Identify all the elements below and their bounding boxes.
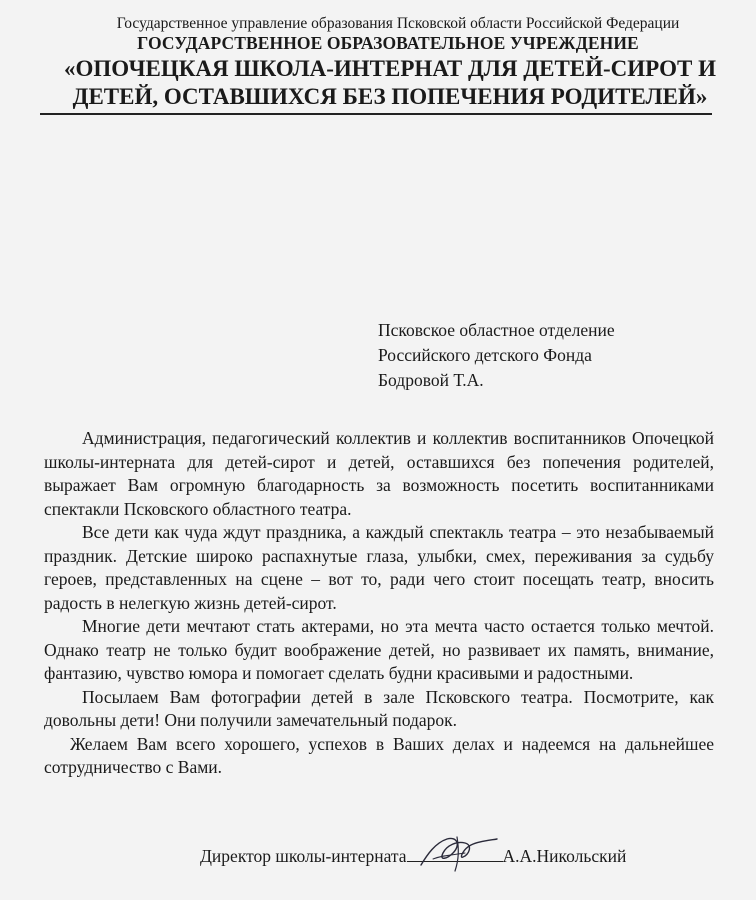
signature-line [407, 845, 503, 862]
signatory-name: А.А.Никольский [502, 846, 627, 866]
letterhead-institution-name [24, 55, 756, 111]
recipient-block [378, 318, 615, 393]
letterhead-organization: Государственное управление образования Псковской области Российской Федерации [116, 15, 680, 32]
signature-block [200, 845, 626, 867]
letterhead-divider [40, 113, 712, 115]
letter-body [44, 427, 714, 780]
body-paragraph-5: Желаем Вам всего хорошего, успехов в Ваших делах и надеемся на дальнейшее сотрудничество с Вами. [44, 733, 714, 777]
body-paragraph-2: Все дети как чуда ждут праздника, а каждый спектакль театра – это незабываемый праздник. Детские широко распахнутые глаза, улыбки, смех, переживания за судьбу героев, представленных на сцене – вот то, ради чего стоит посещать театр, вносить радость в нелегкую жизнь детей-сирот. [44, 522, 714, 613]
recipient-line-3: Бодровой Т.А. [378, 370, 484, 390]
letterhead [0, 14, 756, 111]
signatory-title: Директор школы-интерната [200, 846, 407, 866]
body-paragraph-3: Многие дети мечтают стать актерами, но эта мечта часто остается только мечтой. Однако театр не только будит воображение детей, но развивает их память, внимание, фантазию, чувство юмора и помогает сделать будни красивыми и радостными. [44, 616, 714, 683]
letterhead-institution-type: ГОСУДАРСТВЕННОЕ ОБРАЗОВАТЕЛЬНОЕ УЧРЕЖДЕНИЕ [137, 33, 639, 53]
letterhead-name-line-1: «ОПОЧЕЦКАЯ ШКОЛА-ИНТЕРНАТ ДЛЯ ДЕТЕЙ-СИРОТ И [64, 56, 716, 81]
recipient-line-2: Российского детского Фонда [378, 345, 592, 365]
handwritten-signature [413, 825, 503, 875]
body-paragraph-1: Администрация, педагогический коллектив и коллектив воспитанников Опочецкой школы-интерната для детей-сирот и детей, оставшихся без попечения родителей, выражает Вам огромную благодарность за возможность посетить воспитанниками спектакли Псковского областного театра. [44, 428, 714, 519]
recipient-line-1: Псковское областное отделение [378, 320, 615, 340]
body-paragraph-4: Посылаем Вам фотографии детей в зале Псковского театра. Посмотрите, как довольны дети! Они получили замечательный подарок. [44, 686, 714, 730]
letterhead-name-line-2: ДЕТЕЙ, ОСТАВШИХСЯ БЕЗ ПОПЕЧЕНИЯ РОДИТЕЛЕЙ» [72, 84, 708, 109]
